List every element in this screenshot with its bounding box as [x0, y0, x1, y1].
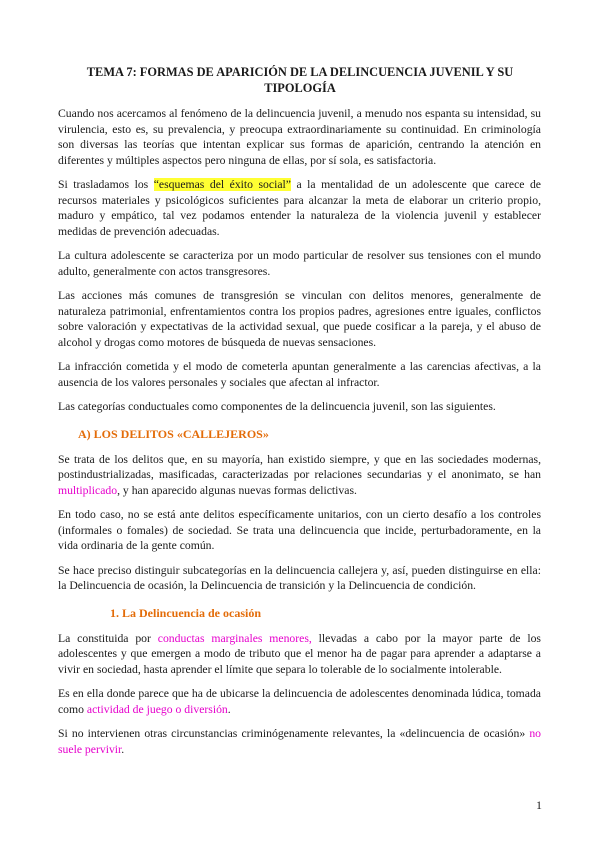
section-heading-1: 1. La Delincuencia de ocasión	[110, 605, 262, 620]
text-run: Se trata de los delitos que, en su mayoría, han existido siempre, y que en las sociedades modernas, postindustrializadas, masificadas, caracterizadas por relaciones secundarias y el anonimato, se han	[58, 452, 541, 481]
text-run: llevadas a cabo por la mayor parte de los adolescentes y que emergen a modo de tributo que el menor ha de pagar para aprender a adaptarse a vivir en sociedad, hasta aprender el límite que separa lo tolerable de lo socialmente intolerable.	[58, 631, 541, 676]
highlighted-text: “esquemas del éxito social”	[153, 178, 291, 191]
emphasis-text: no suele pervivir	[58, 727, 541, 756]
page-number: 1	[536, 798, 542, 812]
text-run: Si no intervienen otras circunstancias criminógenamente relevantes, la «delincuencia de ocasión»	[58, 727, 530, 740]
paragraph-1-1	[58, 631, 541, 678]
text-run: La constituida por	[58, 631, 158, 645]
paragraph-intro: Cuando nos acercamos al fenómeno de la delincuencia juvenil, a menudo nos espanta su intensidad, su virulencia, esto es, su prevalencia, y preocupa extraordinariamente su continuidad. En criminología son diversas las teorías que intentan explicar sus formas de aparición, centrando la atención en diferentes y múltiples aspectos pero ninguna de ellas, por sí sola, es satisfactoria.	[58, 107, 541, 167]
text-run: .	[121, 742, 125, 756]
page-title: TEMA 7: FORMAS DE APARICIÓN DE LA DELINCUENCIA JUVENIL Y SU TIPOLOGÍA	[86, 65, 514, 95]
paragraph-infraccion: La infracción cometida y el modo de cometerla apuntan generalmente a las carencias afectivas, a la ausencia de los valores personales y sociales que afectan al infractor.	[58, 360, 541, 389]
paragraph-exito-social	[58, 177, 541, 239]
emphasis-text: actividad de juego o diversión	[86, 702, 228, 716]
section-heading-a: A) LOS DELITOS «CALLEJEROS»	[78, 426, 269, 441]
emphasis-text: conductas marginales menores,	[157, 631, 312, 645]
paragraph-categorias: Las categorías conductuales como componentes de la delincuencia juvenil, son las siguientes.	[58, 400, 496, 413]
paragraph-1-2	[58, 686, 541, 717]
text-run: .	[227, 702, 231, 716]
text-run: Es en ella donde parece que ha de ubicarse la delincuencia de adolescentes denominada lúdica, tomada como	[58, 687, 541, 716]
paragraph-acciones: Las acciones más comunes de transgresión se vinculan con delitos menores, generalmente de naturaleza patrimonial, enfrentamientos contra los propios padres, agresiones entre iguales, conflictos sobre valoración y expectativas de la actividad sexual, que puede cosificar a la pareja, y el abuso de alcohol y drogas como motores de búsqueda de nuevas sensaciones.	[58, 289, 541, 349]
text-run: Si trasladamos los	[58, 178, 154, 191]
paragraph-a3: Se hace preciso distinguir subcategorías en la delincuencia callejera y, así, pueden distinguirse en ella: la Delincuencia de ocasión, la Delincuencia de transición y la Delincuencia de condición.	[58, 563, 541, 592]
paragraph-a2: En todo caso, no se está ante delitos específicamente unitarios, con un cierto desafío a los controles (informales o fomales) de sociedad. Se trata una delincuencia que incide, perturbadoramente, en la vida ordinaria de la gente común.	[58, 508, 541, 552]
document-body	[58, 106, 541, 766]
paragraph-1-3	[58, 726, 541, 757]
paragraph-a1	[58, 452, 541, 499]
text-run: a la mentalidad de un adolescente que carece de recursos materiales y psicológicos suficientes para alcanzar la meta de elaborar un criterio propio, maduro y empático, tal vez podamos entender la naturaleza de la violencia juvenil y establecer medidas de prevención adecuadas.	[58, 178, 541, 238]
text-run: , y han aparecido algunas nuevas formas delictivas.	[117, 483, 357, 497]
paragraph-cultura: La cultura adolescente se caracteriza por un modo particular de resolver sus tensiones con el mundo adulto, generalmente con actos transgresores.	[58, 249, 541, 278]
emphasis-text: multiplicado	[58, 483, 118, 497]
